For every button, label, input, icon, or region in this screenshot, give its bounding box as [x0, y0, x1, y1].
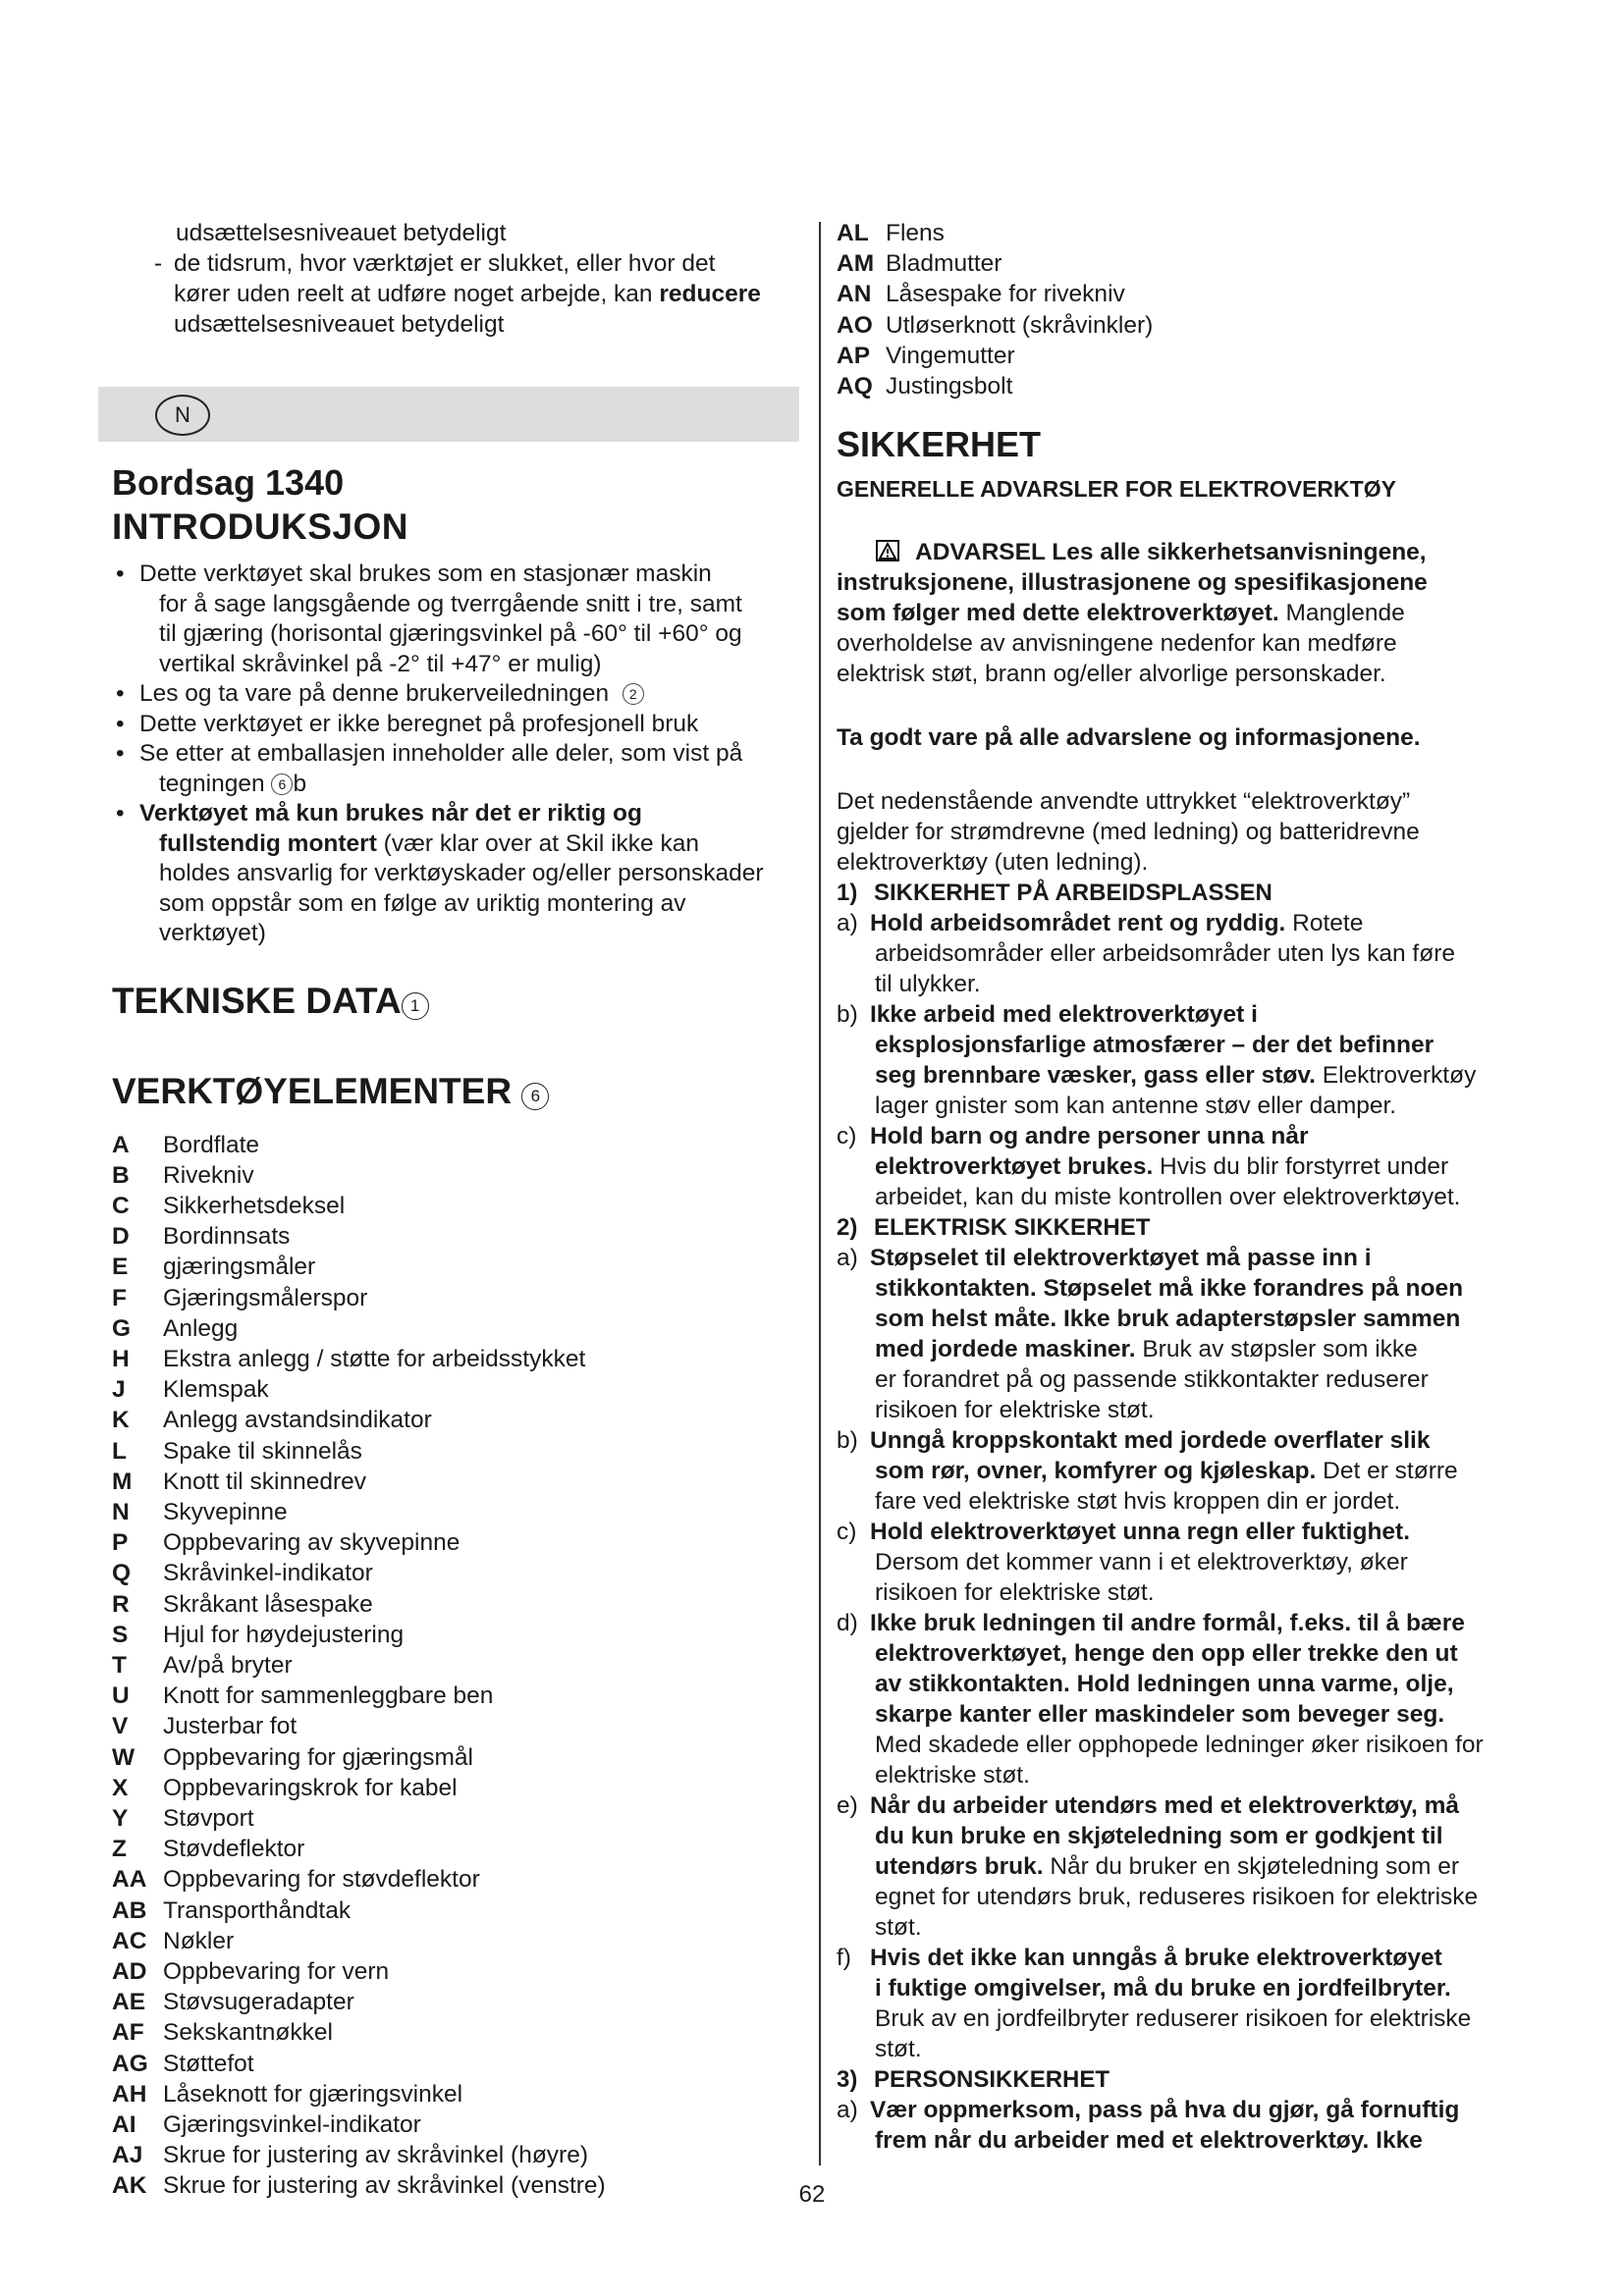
part-item [112, 1896, 799, 1926]
part-item [837, 248, 1532, 279]
page-number: 62 [798, 2181, 826, 2208]
part-code: AP [837, 342, 871, 369]
part-code: V [112, 1713, 129, 1740]
part-code: AN [837, 281, 872, 308]
part-label: Rivekniv [163, 1161, 254, 1189]
language-badge: N [155, 395, 210, 436]
right-column [837, 218, 1532, 2156]
part-label: Justerbar fot [163, 1713, 298, 1740]
warning-paragraph: ADVARSEL Les alle sikkerhetsanvisningene, instruksjonene, illustrasjonene og spesifikasjonene som følger med dette elektroverktøyet. Manglende overholdelse av anvisningene nedenfor kan medføre elektrisk støt, brann og/eller alvorlige personskader. [837, 539, 1428, 688]
part-label: Justingsbolt [886, 373, 1013, 400]
part-code: AL [837, 220, 869, 246]
list-item: f) Hvis det ikke kan unngås å bruke elektroverktøyet i fuktige omgivelser, må du bruke en jordfeilbryter. Bruk av en jordfeilbryter reduserer risikoen for elektriske støt. [837, 1945, 1472, 2063]
part-item [112, 1558, 799, 1588]
part-code: W [112, 1743, 135, 1771]
part-item [112, 1191, 799, 1221]
part-code: AI [112, 2111, 136, 2138]
part-label: Skråvinkel-indikator [163, 1560, 373, 1587]
part-item [112, 1773, 799, 1803]
part-code: M [112, 1468, 133, 1495]
product-title: Bordsag 1340 [112, 462, 345, 503]
part-item [112, 1405, 799, 1435]
part-code: Z [112, 1836, 127, 1863]
intro-bullets [112, 560, 799, 949]
tech-data-heading: TEKNISKE DATA 1 [112, 979, 799, 1024]
safety-heading: SIKKERHET [837, 424, 1042, 465]
part-code: AO [837, 311, 873, 339]
part-label: gjæringsmåler [163, 1254, 316, 1281]
bullet-item: • Dette verktøyet er ikke beregnet på profesjonell bruk [116, 710, 699, 737]
part-label: Gjæringsmålerspor [163, 1284, 368, 1311]
part-item [112, 2017, 799, 2048]
part-label: Knott til skinnedrev [163, 1468, 366, 1495]
part-label: Bordflate [163, 1131, 260, 1158]
part-label: Oppbevaring av skyvepinne [163, 1529, 460, 1557]
part-item [112, 1467, 799, 1497]
section-electrical-safety: 2) ELEKTRISK SIKKERHET [837, 1214, 1151, 1242]
part-item [837, 341, 1532, 371]
part-code: AK [112, 2172, 147, 2200]
language-bar [98, 387, 799, 442]
part-label: Oppbevaring for gjæringsmål [163, 1743, 473, 1771]
part-code: AJ [112, 2142, 143, 2169]
part-label: Oppbevaring for vern [163, 1957, 390, 1985]
part-code: U [112, 1682, 130, 1710]
part-item [112, 1620, 799, 1650]
dash-item [112, 248, 799, 340]
part-label: Skrue for justering av skråvinkel (venstre) [163, 2172, 606, 2200]
part-code: AA [112, 1866, 147, 1894]
part-label: Klemspak [163, 1376, 269, 1404]
column-divider [819, 222, 821, 2165]
term-definition: Det nedenstående anvendte uttrykket “elektroverktøy” gjelder for strømdrevne (med ledning) og batteridrevne elektroverktøy (uten ledning). [837, 788, 1420, 877]
part-label: Skråkant låsespake [163, 1590, 373, 1618]
part-label: Låseknott for gjæringsvinkel [163, 2080, 463, 2108]
part-label: Låsespake for rivekniv [886, 281, 1125, 308]
bullet-item: • Les og ta vare på denne brukerveiledningen 2 [112, 679, 799, 710]
part-code: AF [112, 2019, 144, 2047]
part-item [112, 1956, 799, 1987]
part-code: K [112, 1407, 130, 1434]
part-item [837, 218, 1532, 248]
bullet-item: • Se etter at emballasjen inneholder alle deler, som vist på tegningen 6 b [116, 740, 743, 797]
part-code: AG [112, 2050, 148, 2077]
part-item [112, 1252, 799, 1282]
part-code: L [112, 1437, 127, 1465]
elements-heading: VERKTØYELEMENTER 6 [112, 1069, 799, 1114]
part-label: Bladmutter [886, 250, 1002, 278]
part-item [112, 1926, 799, 1956]
part-code: P [112, 1529, 129, 1557]
part-code: E [112, 1254, 129, 1281]
keep-notice: Ta godt vare på alle advarslene og informasjonene. [837, 724, 1421, 752]
part-item [112, 1987, 799, 2017]
part-item [112, 1527, 799, 1558]
part-code: AE [112, 1989, 146, 2016]
dash-item-text: de tidsrum, hvor værktøjet er slukket, eller hvor det kører uden reelt at udføre noget arbejde, kan reducere udsættelsesniveauet betydeligt [174, 250, 761, 338]
part-code: G [112, 1314, 132, 1342]
part-item [112, 1742, 799, 1773]
part-item [112, 1130, 799, 1160]
part-code: F [112, 1284, 127, 1311]
part-item [112, 1283, 799, 1313]
part-label: Oppbevaring for støvdeflektor [163, 1866, 480, 1894]
part-item [112, 1711, 799, 1741]
part-item [112, 2140, 799, 2170]
part-code: H [112, 1345, 130, 1372]
part-code: Q [112, 1560, 132, 1587]
part-label: Vingemutter [886, 342, 1015, 369]
part-label: Knott for sammenleggbare ben [163, 1682, 494, 1710]
list-item: b) Unngå kroppskontakt med jordede overflater slik som rør, ovner, komfyrer og kjøleskap. Det er større fare ved elektriske støt hvis kroppen din er jordet. [837, 1427, 1458, 1516]
bullet-item: • Verktøyet må kun brukes når det er riktig og fullstendig montert (vær klar over at Skil ikke kan holdes ansvarlig for verktøyskader og/eller personskader som oppstår som en følge av uriktig montering av verktøyet) [116, 800, 764, 946]
part-item [112, 1374, 799, 1405]
part-item [112, 1344, 799, 1374]
part-code: C [112, 1192, 130, 1219]
list-item: d) Ikke bruk ledningen til andre formål, f.eks. til å bære elektroverktøyet, henge den opp eller trekke den ut av stikkontakten. Hold ledningen unna varme, olje, skarpe kanter eller maskindeler som beveger seg. Med skadede eller opphopede ledninger øker risikoen for elektriske støt. [837, 1610, 1484, 1789]
figure-ref-2: 2 [623, 683, 644, 705]
section-personal-safety: 3) PERSONSIKKERHET [837, 2066, 1110, 2094]
part-code: R [112, 1590, 130, 1618]
part-item [112, 1864, 799, 1895]
part-item [112, 1681, 799, 1711]
intro-continuation: udsættelsesniveauet betydeligt [176, 220, 507, 246]
part-code: S [112, 1621, 129, 1648]
part-item [112, 1436, 799, 1467]
part-label: Nøkler [163, 1927, 235, 1954]
part-label: Sekskantnøkkel [163, 2019, 333, 2047]
section-work-area: 1) SIKKERHET PÅ ARBEIDSPLASSEN [837, 880, 1272, 907]
part-label: Skyvepinne [163, 1498, 288, 1525]
part-item [112, 2079, 799, 2109]
part-label: Støttefot [163, 2050, 254, 2077]
part-code: AC [112, 1927, 147, 1954]
part-label: Støvport [163, 1804, 254, 1832]
warning-icon [876, 540, 899, 561]
part-code: J [112, 1376, 126, 1404]
part-code: AH [112, 2080, 147, 2108]
bullet-item: • Dette verktøyet skal brukes som en stasjonær maskin for å sage langsgående og tverrgående snitt i tre, samt til gjæring (horisontal gjæringsvinkel på -60° til +60° og vertikal skråvinkel på -2° til +47° er mulig) [116, 561, 742, 677]
part-item [112, 1497, 799, 1527]
figure-ref-6: 6 [271, 774, 293, 795]
figure-ref-6: 6 [521, 1083, 549, 1110]
part-label: Anlegg avstandsindikator [163, 1407, 432, 1434]
safety-subheading: GENERELLE ADVARSLER FOR ELEKTROVERKTØY [837, 476, 1396, 503]
part-code: A [112, 1131, 130, 1158]
part-code: B [112, 1161, 130, 1189]
part-label: Utløserknott (skråvinkler) [886, 311, 1154, 339]
list-item: e) Når du arbeider utendørs med et elektroverktøy, må du kun bruke en skjøteledning som er godkjent til utendørs bruk. Når du bruker en skjøteledning som er egnet for utendørs bruk, reduseres risikoen for elektriske støt. [837, 1792, 1479, 1942]
part-item [112, 1589, 799, 1620]
part-code: T [112, 1651, 127, 1679]
part-label: Anlegg [163, 1314, 239, 1342]
list-item: b) Ikke arbeid med elektroverktøyet i eksplosjonsfarlige atmosfærer – der det befinner seg brennbare væsker, gass eller støv. Elektroverktøy lager gnister som kan antenne støv eller damper. [837, 1001, 1477, 1120]
left-column [112, 218, 799, 2202]
figure-ref-1: 1 [402, 992, 429, 1020]
part-item [837, 310, 1532, 341]
part-code: AD [112, 1957, 147, 1985]
part-code: N [112, 1498, 130, 1525]
list-item: a) Hold arbeidsområdet rent og ryddig. Rotete arbeidsområder eller arbeidsområder uten lys kan føre til ulykker. [837, 910, 1455, 998]
part-label: Skrue for justering av skråvinkel (høyre) [163, 2142, 588, 2169]
part-label: Sikkerhetsdeksel [163, 1192, 346, 1219]
part-code: AQ [837, 373, 873, 400]
part-code: Y [112, 1804, 129, 1832]
part-item [112, 1803, 799, 1834]
part-label: Gjæringsvinkel-indikator [163, 2111, 421, 2138]
part-label: Hjul for høydejustering [163, 1621, 405, 1648]
part-code: X [112, 1774, 129, 1801]
part-item [112, 1160, 799, 1191]
part-code: D [112, 1223, 130, 1251]
list-item: c) Hold elektroverktøyet unna regn eller fuktighet. Dersom det kommer vann i et elektroverktøy, øker risikoen for elektriske støt. [837, 1519, 1411, 1607]
part-label: Flens [886, 220, 945, 246]
part-label: Bordinnsats [163, 1223, 291, 1251]
part-label: Oppbevaringskrok for kabel [163, 1774, 458, 1801]
part-label: Spake til skinnelås [163, 1437, 362, 1465]
parts-list [112, 1130, 799, 2202]
part-item [837, 371, 1532, 401]
part-item [112, 1313, 799, 1344]
list-item: a) Støpselet til elektroverktøyet må passe inn i stikkontakten. Støpselet må ikke forandres på noen som helst måte. Ikke bruk adapterstøpsler sammen med jordede maskiner. Bruk av støpsler som ikke er forandret på og passende stikkontakter reduserer risikoen for elektriske støt. [837, 1245, 1464, 1424]
list-item: a) Vær oppmerksom, pass på hva du gjør, gå fornuftig frem når du arbeider med et elektroverktøy. Ikke [837, 2097, 1460, 2155]
part-code: AM [837, 250, 875, 278]
part-label: Ekstra anlegg / støtte for arbeidsstykket [163, 1345, 586, 1372]
dash-marker: - [154, 250, 163, 277]
part-label: Av/på bryter [163, 1651, 293, 1679]
part-label: Transporthåndtak [163, 1896, 352, 1924]
part-code: AB [112, 1896, 147, 1924]
part-item [112, 2109, 799, 2140]
part-item [112, 2049, 799, 2079]
part-item [837, 279, 1532, 309]
list-item: c) Hold barn og andre personer unna når elektroverktøyet brukes. Hvis du blir forstyrret under arbeidet, kan du miste kontrollen over elektroverktøyet. [837, 1123, 1461, 1211]
part-item [112, 1834, 799, 1864]
parts-list-continued [837, 218, 1532, 401]
part-label: Støvdeflektor [163, 1836, 305, 1863]
part-item [112, 1650, 799, 1681]
part-label: Støvsugeradapter [163, 1989, 354, 2016]
part-item [112, 1221, 799, 1252]
intro-heading: INTRODUKSJON [112, 507, 409, 547]
